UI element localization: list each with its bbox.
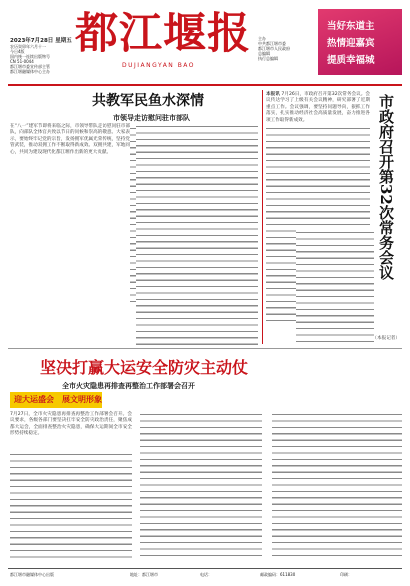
supervisor: 都江堰市委宣传部主管: [10, 64, 50, 69]
safety-text-col-3: [272, 412, 402, 560]
lead-story-text: 在“八一”建军节即将来临之际，市领导带队走访慰问驻市部队，向部队全体官兵致以节日的问候和崇高的敬意。大家表示，要始终牢记党的宗旨，发扬拥军优属光荣传统，坚持党管武装，推动双拥工作不断取得新成效。双拥共建，军地同心，共同为建设现代化都江堰作出新的更大贡献。: [10, 124, 130, 155]
promo-line-3: 提质幸福城: [327, 55, 375, 66]
safety-text-col-2: [140, 412, 262, 560]
cn-label: 国内统一连续出版物号: [10, 54, 50, 59]
newspaper-title: 都江堰报: [75, 9, 251, 59]
right-story-text: [266, 92, 370, 124]
footer-publisher: 都江堰市融媒体中心出版: [10, 572, 54, 577]
campaign-banner: [10, 392, 102, 408]
safety-story-text: 7月27日，全市火灾隐患再排查再整治工作部署会召开。会议要求，各级各部门要坚决扛牢安全防灾政治责任，聚焦成都大运会，全面排查整治火灾隐患，确保大运期间全市安全形势持续稳定。: [10, 412, 132, 437]
safety-text-col-1-fill: [10, 452, 132, 560]
title-pinyin: DUJIANGYAN BAO: [122, 62, 196, 69]
masthead: [0, 0, 410, 86]
publisher: 都江堰融媒体中心主办: [10, 69, 50, 74]
safety-headline: 坚决打赢大运安全防灾主动仗: [40, 358, 249, 377]
chief-editor-label: 总编辑: [258, 51, 270, 56]
lead-subhead: 市领导走访慰问驻市部队: [113, 114, 190, 122]
sponsor-name-2: 都江堰市人民政府: [258, 46, 290, 51]
promo-ad-box: [318, 9, 402, 75]
footer-rule: [8, 568, 402, 569]
right-story-rule: [262, 90, 263, 344]
campaign-banner-text: 迎大运盛会 展文明形象: [14, 395, 102, 404]
footer-phone: 电话：: [200, 572, 212, 577]
issue-date: 2023年7月28日 星期五: [10, 38, 72, 44]
footer-postcode: 邮政编码：611830: [260, 572, 296, 577]
lead-story-body: [10, 124, 258, 346]
footer-printer: 印刷：: [340, 572, 352, 577]
page-count: 今日4版: [10, 49, 25, 54]
sponsor-label: 主办: [258, 36, 266, 41]
exec-editor-label: 执行总编辑: [258, 56, 278, 61]
right-story-intro-label: 本报讯: [266, 92, 280, 97]
editor-box: [258, 36, 312, 61]
cn-number: CN 51-0044: [10, 59, 34, 64]
promo-line-1: 当好东道主: [327, 21, 375, 32]
right-story-body-text: 7月26日，市政府召开第32次常务会议。会议传达学习了上级有关会议精神，研究部署了近期重点工作。会议强调，要坚持问题导向，狠抓工作落实，扎实推动经济社会高质量发展，奋力推进各项工作取得新成效。: [266, 92, 370, 123]
lunar-date: 农历癸卯年六月十一: [10, 44, 46, 49]
masthead-divider: [8, 84, 402, 86]
lead-text-col-2: [136, 124, 258, 346]
lead-headline: 共教军民鱼水深情: [92, 93, 204, 109]
safety-subhead: 全市火灾隐患再排查再整治工作部署会召开: [62, 382, 195, 390]
promo-line-2: 热情迎嘉宾: [327, 38, 375, 49]
right-story-byline: （本报记者）: [372, 336, 400, 341]
safety-section-rule: [8, 348, 402, 349]
right-story-col-2: [296, 230, 374, 342]
sponsor-name-1: 中共都江堰市委: [258, 41, 286, 46]
right-story-headline: 市政府召开第32次常务会议: [377, 94, 395, 280]
issue-info: [10, 36, 74, 74]
safety-story-body: [10, 412, 402, 560]
footer-address: 地址：都江堰市: [130, 572, 158, 577]
